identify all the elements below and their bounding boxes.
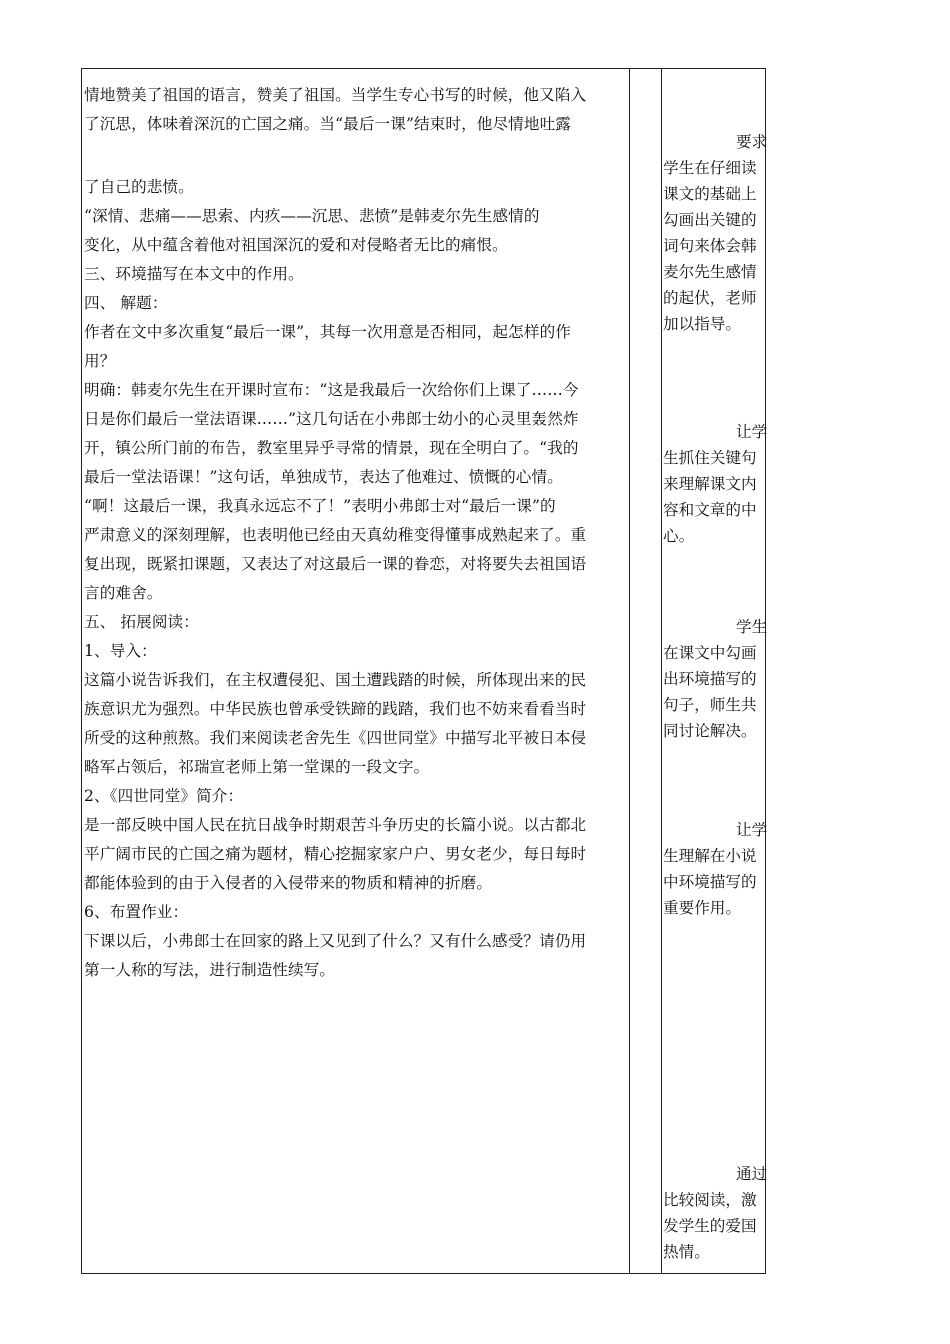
text-line: 复出现，既紧扣课题，又表达了对这最后一课的眷恋，对将要失去祖国语 bbox=[84, 555, 587, 573]
text-line: 略军占领后，祁瑞宣老师上第一堂课的一段文字。 bbox=[84, 758, 430, 776]
note-line: 句子，师生共 bbox=[663, 696, 757, 714]
text-line: 言的难舍。 bbox=[84, 584, 163, 602]
note-line: 发学生的爱国 bbox=[663, 1217, 757, 1235]
lesson-content-column bbox=[84, 81, 629, 985]
text-line: 了沉思，体味着深沉的亡国之痛。当“最后一课”结束时，他尽情地吐露 bbox=[84, 115, 571, 133]
text-line: 五、 拓展阅读： bbox=[84, 613, 199, 631]
note-line: 学生在仔细读 bbox=[663, 159, 757, 177]
text-line: 严肃意义的深刻理解，也表明他已经由天真幼稚变得懂事成熟起来了。重 bbox=[84, 526, 587, 544]
note-line: 勾画出关键的 bbox=[663, 211, 757, 229]
lesson-table bbox=[81, 68, 766, 1274]
text-line: 6、布置作业： bbox=[84, 903, 189, 921]
text-line: 是一部反映中国人民在抗日战争时期艰苦斗争历史的长篇小说。以古都北 bbox=[84, 816, 587, 834]
text-line: “深情、悲痛——思索、内疚——沉思、悲愤”是韩麦尔先生感情的 bbox=[84, 207, 540, 225]
note-line: 让学 bbox=[736, 821, 768, 839]
text-line: 变化，从中蕴含着他对祖国深沉的爱和对侵略者无比的痛恨。 bbox=[84, 236, 508, 254]
text-line: 了自己的悲愤。 bbox=[84, 178, 194, 196]
note-line: 课文的基础上 bbox=[663, 185, 757, 203]
note-line: 生理解在小说 bbox=[663, 847, 757, 865]
text-line bbox=[84, 139, 629, 173]
text-line: 明确：韩麦尔先生在开课时宣布：“这是我最后一次给你们上课了……今 bbox=[84, 381, 579, 399]
note-line: 通过 bbox=[736, 1165, 768, 1183]
note-line: 让学 bbox=[736, 423, 768, 441]
text-line: 最后一堂法语课！”这句话，单独成节，表达了他难过、愤慨的心情。 bbox=[84, 468, 563, 486]
note-line: 出环境描写的 bbox=[663, 670, 757, 688]
note-line: 词句来体会韩 bbox=[663, 237, 757, 255]
note-line: 容和文章的中 bbox=[663, 501, 757, 519]
note-line: 比较阅读，激 bbox=[663, 1191, 757, 1209]
note-line: 要求 bbox=[736, 133, 768, 151]
text-line: 平广阔市民的亡国之痛为题材，精心挖掘家家户户、男女老少，每日每时 bbox=[84, 845, 587, 863]
text-line: 作者在文中多次重复“最后一课”，其每一次用意是否相同，起怎样的作 bbox=[84, 323, 571, 341]
text-line: 三、环境描写在本文中的作用。 bbox=[84, 265, 304, 283]
text-line: 1、导入： bbox=[84, 642, 157, 660]
note-line: 加以指导。 bbox=[663, 315, 741, 333]
text-line: 情地赞美了祖国的语言，赞美了祖国。当学生专心书写的时候，他又陷入 bbox=[84, 86, 587, 104]
note-line: 来理解课文内 bbox=[663, 475, 757, 493]
note-block-2 bbox=[663, 419, 767, 549]
note-line: 中环境描写的 bbox=[663, 873, 757, 891]
text-line: “啊！这最后一课，我真永远忘不了！”表明小弗郎士对“最后一课”的 bbox=[84, 497, 556, 515]
text-line: 这篇小说告诉我们，在主权遭侵犯、国土遭践踏的时候，所体现出来的民 bbox=[84, 671, 587, 689]
text-line: 四、 解题： bbox=[84, 294, 168, 312]
note-line: 在课文中勾画 bbox=[663, 644, 757, 662]
text-line: 用？ bbox=[84, 352, 116, 370]
note-block-5 bbox=[663, 1161, 767, 1265]
text-line: 族意识尤为强烈。中华民族也曾承受铁蹄的践踏，我们也不妨来看看当时 bbox=[84, 700, 587, 718]
note-line: 学生 bbox=[736, 618, 768, 636]
column-divider bbox=[661, 69, 662, 1273]
text-line: 都能体验到的由于入侵者的入侵带来的物质和精神的折磨。 bbox=[84, 874, 493, 892]
note-line: 生抓住关键句 bbox=[663, 449, 757, 467]
text-line: 第一人称的写法，进行制造性续写。 bbox=[84, 961, 336, 979]
text-line: 2、《四世同堂》简介： bbox=[84, 787, 244, 805]
note-line: 热情。 bbox=[663, 1243, 710, 1261]
note-line: 同讨论解决。 bbox=[663, 722, 757, 740]
text-line: 所受的这种煎熬。我们来阅读老舍先生《四世同堂》中描写北平被日本侵 bbox=[84, 729, 587, 747]
note-block-3 bbox=[663, 614, 767, 744]
text-line: 开，镇公所门前的布告，教室里异乎寻常的情景，现在全明白了。“我的 bbox=[84, 439, 579, 457]
note-line: 的起伏，老师 bbox=[663, 289, 757, 307]
text-line: 下课以后，小弗郎士在回家的路上又见到了什么？又有什么感受？请仍用 bbox=[84, 932, 587, 950]
note-line: 麦尔先生感情 bbox=[663, 263, 757, 281]
column-divider bbox=[629, 69, 630, 1273]
note-line: 心。 bbox=[663, 527, 695, 545]
note-block-1 bbox=[663, 129, 767, 337]
text-line: 日是你们最后一堂法语课……”这几句话在小弗郎士幼小的心灵里轰然炸 bbox=[84, 410, 579, 428]
note-block-4 bbox=[663, 817, 767, 921]
note-line: 重要作用。 bbox=[663, 899, 741, 917]
